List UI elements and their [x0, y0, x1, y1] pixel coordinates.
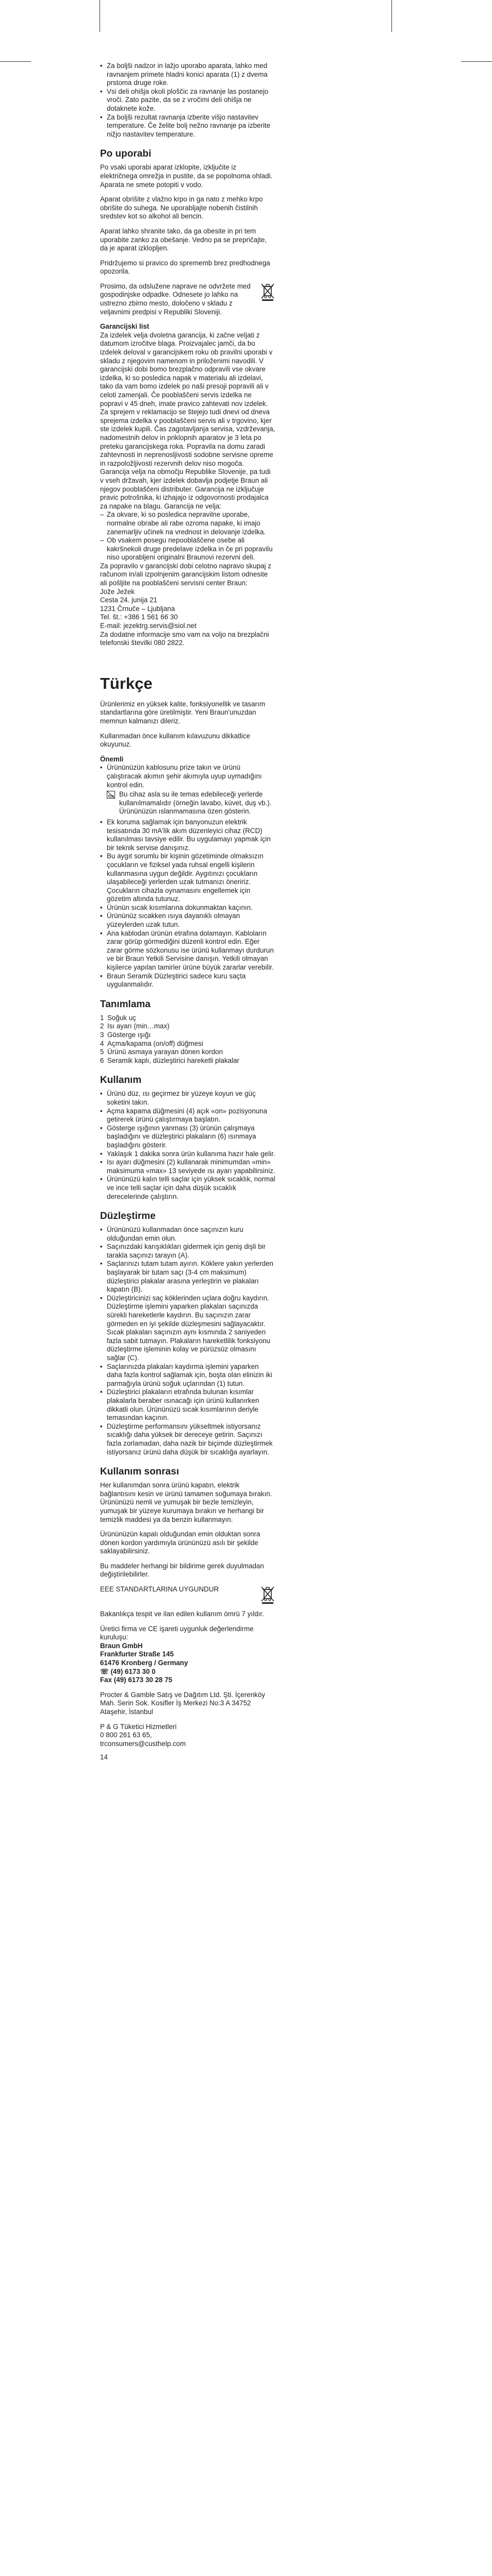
item-number: 2	[100, 1022, 104, 1030]
bullet-item: • Bu aygıt sorumlu bir kişinin gözetiminde olmaksızın çocukların ve fiziksel yada ruhsal engelli kişilerin kullanmasına uygun değildir. Aygıtınızı çocukların ulaşabileceği yerlerden uzak tutmanızı öneririz. Çocukların cihazla oynamasını engellemek için gözetim altında tutunuz.	[100, 852, 275, 904]
bullet-item: • Za boljši nadzor in lažjo uporabo aparata, lahko med ravnanjem primete hladni konici aparata (1) z dvema prstoma druge roke.	[100, 62, 275, 88]
bullet-item: • Ek koruma sağlamak için banyonuzun elektrik tesisatında 30 mA'lik akım düzenleyici cihaz (RCD) kullanılması tavsiye edilir. Bu uygulamayı yapmak için bir teknik servise danışınız.	[100, 818, 275, 852]
bullet-item: • Ana kablodan ürünün etrafına dolamayın. Kabloların zarar görüp görmediğini düzenli kontrol edin. Eğer zarar görme sözkonusu ise ürünü kullanmayı durdurun ve bir Braun Yetkili Servisine danışın. Yetkili olmayan kişilerce yapılan tamirler ürüne büyük zararlar verebilir.	[100, 929, 275, 972]
list-item: – Za okvare, ki so posledica nepravilne uporabe, normalne obrabe ali rabe ozroma napake, ki imajo zanemarljiv učinek na vrednost in delovanje izdelka.	[100, 511, 275, 536]
paragraph: Bakanlıkça tespit ve ilan edilen kullanım ömrü 7 yıldır.	[100, 1610, 264, 1618]
address-line: Jože Ježek	[100, 587, 135, 596]
consumer-service-line: P & G Tüketici Hizmetleri	[100, 1722, 177, 1731]
bullet-item: • Ürününüz sıcakken ısıya dayanıklı olmayan yüzeylerden uzak tutun.	[100, 912, 275, 929]
item-number: 6	[100, 1056, 104, 1064]
item-number: 5	[100, 1048, 104, 1056]
item-text: Gösterge ışığı	[107, 1031, 151, 1039]
address-line: 1231 Črnuče – Ljubljana	[100, 604, 175, 613]
bullet-item: • Saçlarınızda plakaları kaydırma işlemini yaparken daha fazla kontrol sağlamak için, boşta olan elinizin iki parmağıyla ürünü soğuk uçlarından (1) tutun.	[100, 1363, 275, 1388]
crossed-bin-icon	[260, 282, 275, 301]
section-heading-description: Tanımlama	[100, 998, 151, 1010]
paragraph: Aparat lahko shranite tako, da ga obesite in pri tem uporabite zanko za obešanje. Vedno pa se prepričajte, da je aparat izklopljen.	[100, 227, 267, 252]
paragraph: Ürünlerimiz en yüksek kalite, fonksiyonellik ve tasarım standartlarına göre üretilmiştir. Yeni Braun'unuzdan memnun kalmanızı dileriz.	[100, 700, 266, 725]
warranty-heading: Garancijski list	[100, 323, 150, 331]
list-item: – Ob vsakem posegu nepooblaščene osebe ali kakršnekoli druge predelave izdelka in če pri popravilu niso uporabljeni originalni Braunovi rezervni deli.	[100, 536, 275, 562]
straightening-list	[100, 1226, 275, 1456]
compliance-text: EEE STANDARTLARINA UYGUNDUR	[100, 1585, 219, 1594]
item-text: Seramik kaplı, düzleştirici hareketli plakalar	[107, 1056, 240, 1064]
list-item	[100, 1057, 275, 1065]
usage-list	[100, 1090, 275, 1201]
manufacturer-line: ☏ (49) 6173 30 0	[100, 1667, 156, 1675]
crossed-bin-icon	[260, 1585, 275, 1604]
important-list-continued	[100, 818, 275, 989]
crop-mark	[391, 0, 392, 32]
address-line: Za dodatne informacije smo vam na voljo na brezplačni telefonski številki 080 2822.	[100, 630, 269, 647]
bullet-item: • Vsi deli ohišja okoli ploščic za ravnanje las postanejo vroči. Zato pazite, da se z vročimi deli ohišja ne dotaknete kože.	[100, 88, 275, 113]
item-number: 4	[100, 1039, 104, 1047]
warning-text: Bu cihaz asla su ile temas edebileceği yerlerde kullanılmamalıdır (örneğin lavabo, küvet, duş vb.). Ürününüzün ıslanmamasına özen gösterin.	[119, 790, 272, 816]
language-title: Türkçe	[100, 674, 153, 692]
item-number: 3	[100, 1031, 104, 1039]
manufacturer-line: 61476 Kronberg / Germany	[100, 1659, 188, 1667]
no-bath-warning-icon	[107, 791, 115, 799]
manual-page	[100, 62, 275, 1762]
item-text: Ürünü asmaya yarayan dönen kordon	[107, 1048, 223, 1056]
bullet-item: • Ürününüzü kalın telli saçlar için yüksek sıcaklık, normal ve ince telli saçlar için daha düşük sıcaklık derecelerinde çalıştırın.	[100, 1175, 275, 1201]
bullet-item: • Ürünün sıcak kısımlarına dokunmaktan kaçının.	[100, 904, 275, 912]
bullet-item: • Za boljši rezultat ravnanja izberite višjo nastavitev temperature. Če želite bolj nežno ravnanje pa izberite nižjo nastavitev temperature.	[100, 113, 275, 139]
manufacturer-line: Fax (49) 6173 30 28 75	[100, 1676, 172, 1684]
bullet-item: • Ürününüzü kullanmadan önce saçınızın kuru olduğundan emin olun.	[100, 1226, 275, 1243]
warranty-exclusions	[100, 511, 275, 562]
bullet-item: • Saçınızdaki karışıklıkları gidermek için geniş dişli bir tarakla saçınızı tarayın (A).	[100, 1243, 275, 1260]
list-item	[100, 1048, 275, 1057]
warranty-body: Za izdelek velja dvoletna garancija, ki začne veljati z datumom izročitve blaga. Proizvajalec jamči, da bo izdelek deloval v garancijskem roku ob pravilni uporabi v skladu z njegovim namenom in priloženimi navodili. V garancijski dobi bomo brezplačno odpravili vse okvare izdelka, ki so posledica napak v materialu ali izdelavi, tako da vam bomo izdelek po naši presoji popravili ali v celoti zamenjali. Če pooblaščeni servis izdelka ne popravi v 45 dneh, imate pravico zahtevati nov izdelek. Za sprejem v reklamacijo se štejejo tudi dnevi od dneva sprejema izdelka v pooblaščeni servis ali v trgovino, kjer ste izdelek kupili. Čas zagotavljanja servisa, vzdrževanja, nadomestnih delov in priklopnih aparatov je 3 leta po preteku garancijskega roka. Popravila na domu zaradi zahtevnosti in neprenosljivosti sodobne servisne opreme in razpoložljivosti rezervnih delov niso mogoča. Garancija velja na območju Republike Slovenije, pa tudi v vseh državah, kjer izdelek dobavlja podjetje Braun ali njegov pooblaščeni distributer. Garancija ne izključuje pravic potrošnika, ki izhajajo iz odgovornosti prodajalca za napake na blagu. Garancija ne velja:	[100, 331, 275, 510]
compliance-row	[100, 1585, 275, 1604]
bullet-item: • Ürünü düz, ısı geçirmez bir yüzeye koyun ve güç soketini takın.	[100, 1090, 275, 1107]
bullet-item: • Düzleştirici plakaların etrafında bulunan kısımlar plakalarla beraber ısınacağı için ürünü kullanırken dikkatli olun. Ürününüzü sıcak kısımlarının deriyle temasından kaçının.	[100, 1388, 275, 1422]
slovenian-usage-bullets	[100, 62, 275, 139]
bullet-item: • Isı ayarı düğmesini (2) kullanarak minimumdan «min» maksimuma «max» 13 seviyede ısı ayarı yapabilirsiniz.	[100, 1158, 275, 1175]
manufacturer-line: Frankfurter Straße 145	[100, 1650, 174, 1658]
bullet-item: • Açma kapama düğmesini (4) açık «on» pozisyonuna getirerek ürünü çalıştırmaya başlatın.	[100, 1107, 275, 1124]
list-item	[100, 1031, 275, 1040]
consumer-service-line: trconsumers@custhelp.com	[100, 1739, 186, 1748]
paragraph: Üretici firma ve CE işareti uygunluk değerlendirme kuruluşu:	[100, 1624, 254, 1641]
paragraph: Pridržujemo si pravico do sprememb brez predhodnega opozorila.	[100, 259, 270, 276]
section-heading-straightening: Düzleştirme	[100, 1211, 156, 1222]
list-item	[100, 1022, 275, 1031]
paragraph: Prosimo, da odslužene naprave ne odvržete med gospodinjske odpadke. Odnesete jo lahko na ustrezno zbirno mesto, določeno v skladu z veljavnimi predpisi v Republiki Sloveniji.	[100, 282, 251, 316]
water-warning	[100, 790, 275, 816]
paragraph: Procter & Gamble Satış ve Dağıtım Ltd. Şti. İçerenköy Mah. Serin Sok. Kosifler İş Merkezi No:3 A 34752 Ataşehir, İstanbul	[100, 1690, 266, 1716]
paragraph: Ürününüzün kapalı olduğundan emin olduktan sonra dönen kordon yardımıyla ürününüzü asılı bir şekilde saklayabilirsiniz.	[100, 1530, 260, 1555]
list-item	[100, 1040, 275, 1048]
address-line: Tel. št.: +386 1 561 66 30	[100, 613, 178, 621]
list-item	[100, 1014, 275, 1023]
paragraph: Aparat obrišite z vlažno krpo in ga nato z mehko krpo obrišite do suhega. Ne uporabljajte nobenih čistilnih sredstev kot so alkohol ali bencin.	[100, 195, 263, 221]
paragraph: Her kullanımdan sonra ürünü kapatın, elektrik bağlantısını kesin ve ürünü tamamen soğumaya bırakın. Ürününüzü nemli ve yumuşak bir bezle temizleyin, yumuşak bir yüzeye kurumaya bırakın ve herhangi bir temizlik maddesi ya da benzin kullanmayın.	[100, 1481, 272, 1523]
bullet-item: • Düzleştirme performansını yükseltmek istiyorsanız sıcaklığı daha yüksek bir dereceye getirin. Saçınızı fazla zorlamadan, daha nazik bir biçimde düzleştirmek istiyorsanız ürünü daha düşük bir sıcaklığa ayarlayın.	[100, 1422, 275, 1456]
disposal-notice	[100, 282, 275, 316]
address-line: Cesta 24. junija 21	[100, 596, 157, 604]
item-text: Açma/kapama (on/off) düğmesi	[107, 1039, 203, 1047]
section-heading-after-use: Kullanım sonrası	[100, 1466, 179, 1478]
important-heading: Önemli	[100, 755, 124, 763]
description-list	[100, 1014, 275, 1065]
paragraph: Po vsaki uporabi aparat izklopite, izključite iz električnega omrežja in pustite, da se popolnoma ohladi. Aparata ne smete potopiti v vodo.	[100, 163, 273, 189]
section-heading-usage: Kullanım	[100, 1075, 142, 1086]
page-number: 14	[100, 1753, 108, 1761]
item-text: Isı ayarı (min…max)	[107, 1022, 170, 1030]
bullet-item: • Yaklaşık 1 dakika sonra ürün kullanıma hazır hale gelir.	[100, 1150, 275, 1159]
section-heading-po-uporabi: Po uporabi	[100, 148, 152, 160]
item-text: Soğuk uç	[107, 1013, 136, 1022]
bullet-item: • Gösterge ışığının yanması (3) ürünün çalışmaya başladığını ve düzleştirici plakaların (6) ısınmaya başladığını gösterir.	[100, 1124, 275, 1150]
crop-mark	[461, 61, 492, 62]
paragraph: Kullanmadan önce kullanım kılavuzunu dikkatlice okuyunuz.	[100, 732, 251, 749]
item-number: 1	[100, 1013, 104, 1022]
manufacturer-line: Braun GmbH	[100, 1641, 143, 1650]
crop-mark	[0, 61, 31, 62]
paragraph: Za popravilo v garancijski dobi celotno napravo skupaj z računom in/ali izpolnjenim garancijskim listom odnesite ali pošljite na pooblaščeni servisni center Braun:	[100, 562, 271, 587]
paragraph: Bu maddeler herhangi bir bildirime gerek duyulmadan değiştirilebilirler.	[100, 1562, 264, 1579]
bullet-item: • Braun Seramik Düzleştirici sadece kuru saçta uygulanmalıdır.	[100, 972, 275, 989]
bullet-item: • Ürününüzün kablosunu prize takın ve ürünü çalıştıracak akımın şehir akımıyla uyup uymadığını kontrol edin.	[100, 764, 275, 789]
consumer-service-line: 0 800 261 63 65,	[100, 1731, 152, 1739]
important-list	[100, 764, 275, 789]
bullet-item: • Saçlarınızı tutam tutam ayırın. Köklere yakın yerlerden başlayarak bir tutam saçı (3-4 cm maksimum) düzleştirici plakalar arasına yerleştirin ve plakaları kapatın (B).	[100, 1260, 275, 1294]
bullet-item: • Düzleştiricinizi saç köklerinden uçlara doğru kaydırın. Düzleştirme işlemini yaparken plakaları saçınızda sürekli hareketlerle kaydırın. Bu saçınızın zarar görmeden en iyi şekilde düzleşmesini sağlayacaktır. Sıcak plakaları saçınızın aynı kısmında 2 saniyeden fazla sabit tutmayın. Plakaların hareketlilik fonksiyonu düzleştirme işleminin kolay ve pürüzsüz olmasını sağlar (C).	[100, 1294, 275, 1363]
address-line: E-mail: jezektrg.servis@siol.net	[100, 622, 196, 630]
